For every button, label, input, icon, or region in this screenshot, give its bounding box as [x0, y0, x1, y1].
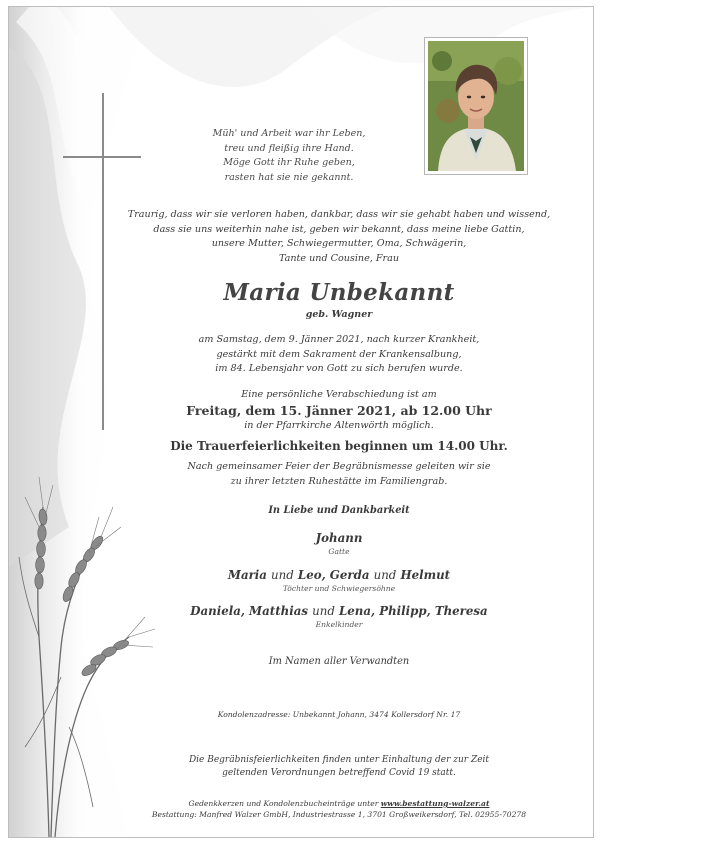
- intro-line: Tante und Cousine, Frau: [278, 252, 400, 264]
- announcement-intro: [109, 208, 569, 266]
- intro-line: dass sie uns weiterhin nahe ist, geben wir bekannt, dass meine liebe Gattin,: [153, 223, 525, 235]
- covid-line: geltenden Verordnungen betreffend Covid 19 statt.: [222, 768, 456, 778]
- details-line: gestärkt mit dem Sakrament der Krankensalbung,: [216, 348, 462, 360]
- mourner-children: [119, 568, 559, 582]
- cross-icon: [102, 93, 104, 430]
- farewell-line: Eine persönliche Verabschiedung ist am: [241, 389, 437, 400]
- mourner-grandchildren: [119, 604, 559, 618]
- farewell-date: Freitag, dem 15. Jänner 2021, ab 12.00 Uhr: [186, 403, 492, 418]
- footer-line-1: [119, 798, 559, 809]
- deceased-name: Maria Unbekannt: [223, 279, 455, 306]
- mourner-name: Maria: [227, 568, 267, 582]
- love-gratitude: In Liebe und Dankbarkeit: [268, 505, 410, 516]
- conjunction: und: [373, 568, 397, 582]
- birth-name: geb. Wagner: [305, 309, 373, 320]
- verse: [179, 127, 399, 185]
- farewell-info: [119, 388, 559, 433]
- verse-line: treu und fleißig ihre Hand.: [224, 142, 354, 154]
- mourner-name: Leo, Gerda: [297, 568, 370, 582]
- mourner-role: Gatte: [328, 547, 350, 556]
- details-line: im 84. Lebensjahr von Gott zu sich berufen wurde.: [215, 363, 463, 375]
- conjunction: und: [271, 568, 294, 582]
- verse-line: Möge Gott ihr Ruhe geben,: [223, 157, 355, 168]
- wheat-icon: [9, 477, 159, 837]
- intro-line: Traurig, dass wir sie verloren haben, dankbar, dass wir sie gehabt haben und wissend,: [127, 209, 551, 220]
- obituary-card: [8, 6, 594, 838]
- mourner-name: Helmut: [400, 568, 451, 582]
- portrait-image: [428, 41, 524, 171]
- farewell-place: in der Pfarrkirche Altenwörth möglich.: [244, 420, 434, 431]
- mourner-name: Daniela, Matthias: [190, 604, 309, 618]
- verse-line: Müh' und Arbeit war ihr Leben,: [212, 128, 366, 139]
- cross-icon-bar: [63, 156, 141, 158]
- footer-line-2: Bestattung: Manfred Walzer GmbH, Industriestrasse 1, 3701 Großweikersdorf, Tel. 02955-70278: [151, 810, 527, 819]
- mourner-role: Enkelkinder: [315, 620, 363, 629]
- covid-line: Die Begräbnisfeierlichkeiten finden unter Einhaltung der zur Zeit: [188, 755, 490, 765]
- burial-info: [119, 460, 559, 489]
- mourner-husband: Johann: [315, 531, 363, 545]
- burial-line: Nach gemeinsamer Feier der Begräbnismesse geleiten wir sie: [187, 461, 491, 472]
- mourner-role: Töchter und Schwiegersöhne: [282, 584, 396, 593]
- conjunction: und: [312, 604, 335, 618]
- portrait-photo: [424, 37, 528, 175]
- death-details: [119, 333, 559, 377]
- covid-notice: [119, 754, 559, 780]
- mourner-name: Lena, Philipp, Theresa: [338, 604, 488, 618]
- intro-line: unsere Mutter, Schwiegermutter, Oma, Schwägerin,: [211, 238, 467, 250]
- footer-text: Gedenkkerzen und Kondolenzbucheinträge unter: [188, 799, 381, 808]
- funeral-home-footer: [119, 798, 559, 820]
- burial-line: zu ihrer letzten Ruhestätte im Familiengrab.: [230, 475, 448, 487]
- website-link[interactable]: www.bestattung-walzer.at: [380, 799, 490, 808]
- verse-line: rasten hat sie nie gekannt.: [224, 171, 354, 183]
- condolence-address: Kondolenzadresse: Unbekannt Johann, 3474 Kollersdorf Nr. 17: [217, 710, 461, 719]
- relatives-line: Im Namen aller Verwandten: [268, 656, 410, 667]
- ceremony-time: Die Trauerfeierlichkeiten beginnen um 14.00 Uhr.: [170, 439, 508, 453]
- details-line: am Samstag, dem 9. Jänner 2021, nach kurzer Krankheit,: [198, 334, 480, 345]
